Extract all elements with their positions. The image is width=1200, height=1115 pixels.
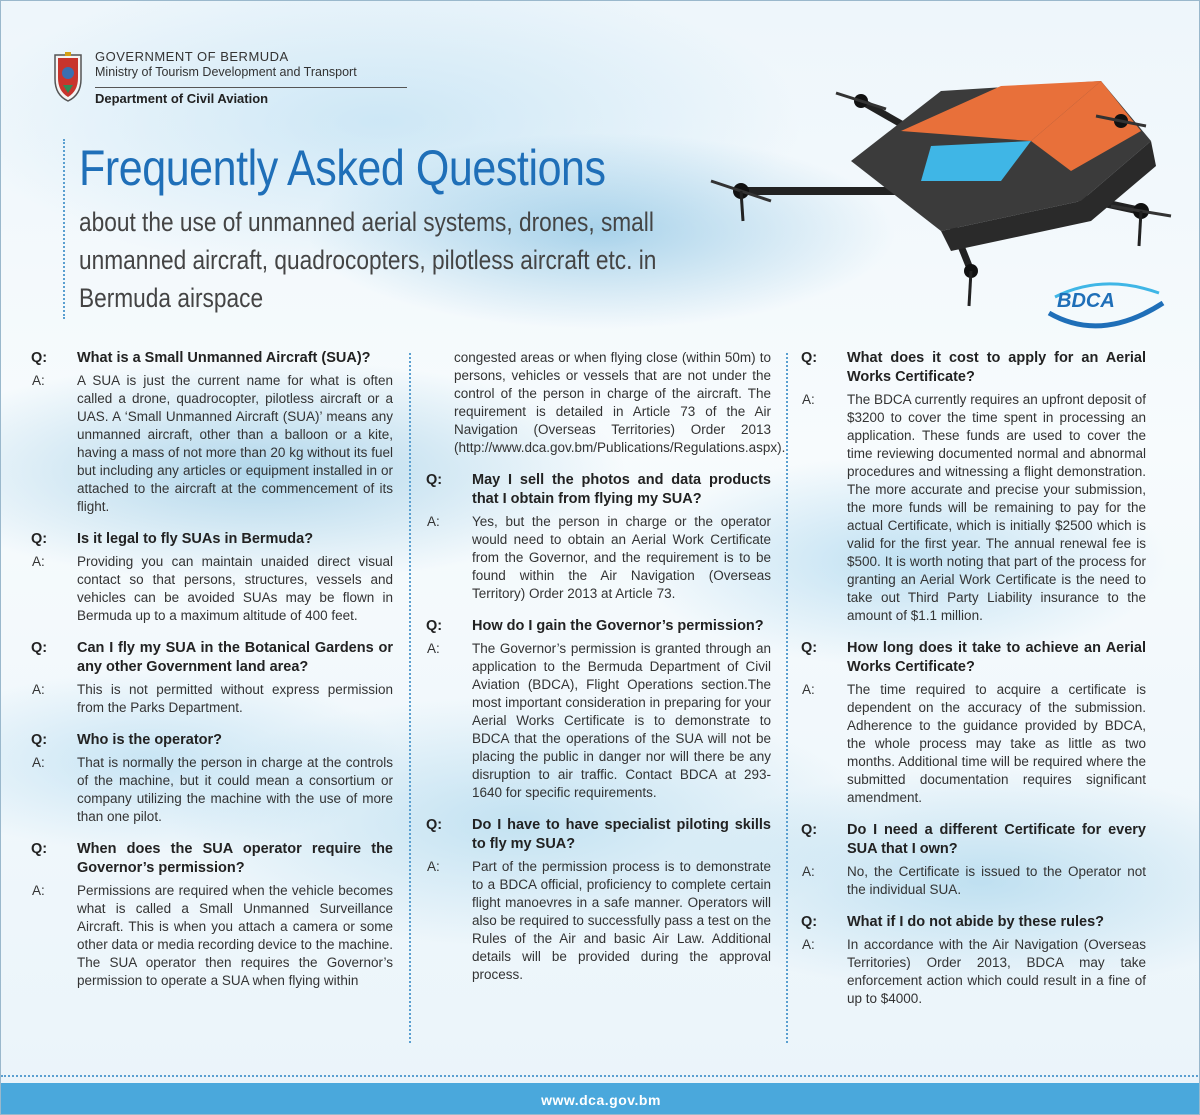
question-text: Do I need a different Certificate for every SUA that I own? [847, 822, 1146, 857]
answer-label: A: [32, 682, 45, 697]
faq-item [31, 349, 393, 516]
government-title: GOVERNMENT OF BERMUDA [95, 49, 289, 64]
answer-text: Providing you can maintain unaided direct visual contact so that persons, structures, vessels and vehicles can be avoided SUAs may be flown in Bermuda up to a maximum altitude of 400 feet. [77, 554, 393, 623]
question-label: Q: [31, 350, 48, 366]
question-label: Q: [426, 817, 443, 833]
answer-label: A: [427, 514, 440, 529]
column-divider [409, 353, 411, 1043]
page-subtitle: about the use of unmanned aerial systems, drones, small unmanned aircraft, quadrocopters, pilotless aircraft etc. in Bermuda airspace [79, 207, 657, 313]
question-text: Can I fly my SUA in the Botanical Gardens or any other Government land area? [77, 640, 393, 675]
question-label: Q: [801, 914, 818, 930]
answer-continuation: congested areas or when flying close (within 50m) to persons, vehicles or vessels that are not under the control of the person in charge of the aircraft. The requirement is detailed in Article 73 of the Air Navigation (Overseas Territories) Order 2013 (http://www.dca.gov.bm/Publications/Regulations.aspx). [454, 350, 786, 455]
question-label: Q: [426, 618, 443, 634]
answer-text: That is normally the person in charge at the controls of the machine, but it could mean a consortium or company utilizing the machine with the use of more than one pilot. [77, 755, 393, 824]
government-header [51, 49, 371, 111]
question-text: Who is the operator? [77, 732, 222, 748]
question-label: Q: [31, 732, 48, 748]
answer-text: The Governor’s permission is granted through an application to the Bermuda Department of Civil Aviation (BDCA), Flight Operations section.The most important consideration in preparing for your Aerial Works Certificate is to demonstrate to BDCA that the operations of the SUA will not be placing the public in danger nor will there be any disruption to air traffic. Contact BDCA at 293-1640 for specific requirements. [472, 641, 771, 800]
question-text: What is a Small Unmanned Aircraft (SUA)? [77, 350, 371, 366]
answer-text: Yes, but the person in charge or the operator would need to obtain an Aerial Work Certificate from the Governor, and the requirement is to be found within the Air Navigation (Overseas Territory) Order 2013 at Article 73. [472, 514, 771, 601]
bdca-logo-icon [1041, 273, 1171, 339]
question-label: Q: [801, 822, 818, 838]
answer-label: A: [32, 554, 45, 569]
answer-label: A: [802, 682, 815, 697]
ministry-title: Ministry of Tourism Development and Transport [95, 65, 357, 79]
faq-item [801, 913, 1146, 1008]
question-text: What if I do not abide by these rules? [847, 914, 1104, 930]
question-text: How do I gain the Governor’s permission? [472, 618, 764, 634]
question-text: How long does it take to achieve an Aerial Works Certificate? [847, 640, 1146, 675]
faq-column-2 [426, 349, 786, 998]
faq-item [426, 816, 771, 984]
answer-label: A: [32, 883, 45, 898]
answer-text: The time required to acquire a certificate is dependent on the accuracy of the submission. Adherence to the guidance provided by BDCA, the whole process may take as little as two months. Additional time will be required where the submitted documentation requires significant amendment. [847, 682, 1146, 805]
question-label: Q: [31, 841, 48, 857]
answer-label: A: [802, 392, 815, 407]
answer-text: In accordance with the Air Navigation (Overseas Territories) Order 2013, BDCA may take enforcement action which could result in a fine of up to $4000. [847, 937, 1146, 1006]
bermuda-crest-icon [51, 51, 85, 103]
answer-label: A: [802, 864, 815, 879]
answer-label: A: [32, 373, 45, 388]
answer-label: A: [427, 641, 440, 656]
answer-label: A: [802, 937, 815, 952]
faq-item [801, 349, 1146, 625]
faq-item [31, 840, 393, 990]
question-text: Is it legal to fly SUAs in Bermuda? [77, 531, 314, 547]
faq-column-1 [31, 349, 393, 1004]
title-accent-bar [63, 139, 67, 319]
faq-column-3 [801, 349, 1146, 1022]
bdca-logo-text: BDCA [1057, 290, 1115, 312]
question-label: Q: [31, 531, 48, 547]
question-text: May I sell the photos and data products that I obtain from flying my SUA? [472, 472, 771, 507]
footer-rule [1, 1075, 1200, 1077]
column-divider [786, 353, 788, 1043]
faq-item [801, 821, 1146, 899]
footer-bar [1, 1083, 1200, 1115]
question-label: Q: [801, 640, 818, 656]
answer-text: This is not permitted without express permission from the Parks Department. [77, 682, 393, 715]
faq-item [31, 731, 393, 826]
question-label: Q: [426, 472, 443, 488]
answer-label: A: [427, 859, 440, 874]
answer-label: A: [32, 755, 45, 770]
faq-item [426, 617, 771, 802]
answer-text: Permissions are required when the vehicle becomes what is called a Small Unmanned Surveillance Aircraft. This is when you attach a camera or some other data or media recording device to the machine. The SUA operator then requires the Governor’s permission to operate a SUA when flying within [77, 883, 393, 988]
question-label: Q: [31, 640, 48, 656]
page-title: Frequently Asked Questions [79, 140, 606, 196]
question-text: What does it cost to apply for an Aerial Works Certificate? [847, 350, 1146, 385]
faq-item [31, 639, 393, 717]
header-rule [95, 87, 407, 88]
answer-text: No, the Certificate is issued to the Operator not the individual SUA. [847, 864, 1146, 897]
question-text: Do I have to have specialist piloting skills to fly my SUA? [472, 817, 771, 852]
faq-item [31, 530, 393, 625]
website-link[interactable]: www.dca.gov.bm [541, 1091, 661, 1108]
department-title: Department of Civil Aviation [95, 91, 269, 106]
faq-item [801, 639, 1146, 807]
faq-item [426, 471, 771, 603]
question-text: When does the SUA operator require the Governor’s permission? [77, 841, 393, 876]
answer-text: The BDCA currently requires an upfront deposit of $3200 to cover the time spent in processing an application. These funds are used to cover the time reviewing documented normal and abnormal procedures and witnessing a flight demonstration. The more accurate and precise your submission, the more funds will be remaining to pay for the actual Certificate, which is initially $2500 which is valid for the first year. The annual renewal fee is $500. It is worth noting that part of the process for granting an Aerial Work Certificate is the need to take out Third Party Liability insurance to the amount of $1.1 million. [847, 392, 1146, 623]
answer-text: A SUA is just the current name for what is often called a drone, quadrocopter, pilotless aircraft or a UAS. A ‘Small Unmanned Aircraft (SUA)’ means any unmanned aircraft, other than a balloon or a kite, having a mass of not more than 20 kg without its fuel but including any articles or equipment installed in or attached to the aircraft at the commencement of its flight. [77, 373, 393, 514]
question-label: Q: [801, 350, 818, 366]
answer-text: Part of the permission process is to demonstrate to a BDCA official, proficiency to complete certain flight manoevres in a safe manner. Operators will also be required to successfully pass a test on the Rules of the Air and basic Air Law. Additional details will be provided during the approval process. [472, 859, 771, 982]
